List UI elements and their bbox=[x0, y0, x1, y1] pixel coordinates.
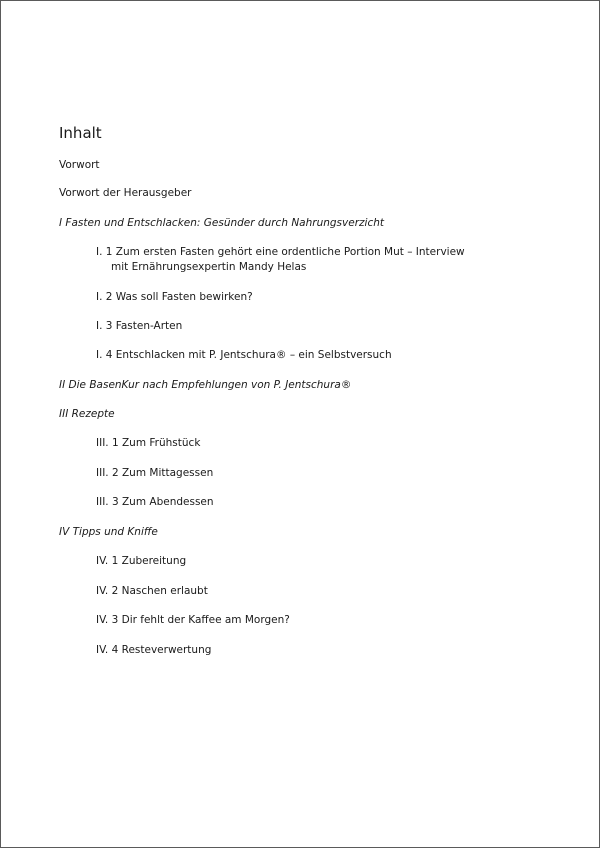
toc-chapter-2: II Die BasenKur nach Empfehlungen von P. Jentschura® bbox=[59, 379, 352, 391]
toc-section-3-1: III. 1 Zum Frühstück bbox=[96, 437, 201, 449]
toc-section-4-4: IV. 4 Resteverwertung bbox=[96, 644, 212, 656]
toc-entry-vorwort-herausgeber: Vorwort der Herausgeber bbox=[59, 187, 192, 199]
toc-heading: Inhalt bbox=[59, 124, 102, 142]
toc-chapter-4: IV Tipps und Kniffe bbox=[59, 526, 158, 538]
toc-section-1-1 bbox=[96, 245, 465, 275]
toc-section-4-1: IV. 1 Zubereitung bbox=[96, 555, 187, 567]
toc-section-1-1-line2: mit Ernährungsexpertin Mandy Helas bbox=[111, 261, 307, 273]
toc-chapter-3: III Rezepte bbox=[59, 408, 115, 420]
toc-entry-vorwort: Vorwort bbox=[59, 159, 100, 171]
toc-section-3-2: III. 2 Zum Mittagessen bbox=[96, 467, 214, 479]
toc-section-1-1-line1: I. 1 Zum ersten Fasten gehört eine ordentliche Portion Mut – Interview bbox=[96, 246, 465, 258]
toc-section-3-3: III. 3 Zum Abendessen bbox=[96, 496, 214, 508]
toc-chapter-1: I Fasten und Entschlacken: Gesünder durch Nahrungsverzicht bbox=[59, 217, 384, 229]
toc-section-4-3: IV. 3 Dir fehlt der Kaffee am Morgen? bbox=[96, 614, 290, 626]
toc-section-1-3: I. 3 Fasten-Arten bbox=[96, 320, 183, 332]
toc-section-1-2: I. 2 Was soll Fasten bewirken? bbox=[96, 291, 253, 303]
toc-section-1-4: I. 4 Entschlacken mit P. Jentschura® – ein Selbstversuch bbox=[96, 349, 392, 361]
toc-section-4-2: IV. 2 Naschen erlaubt bbox=[96, 585, 208, 597]
